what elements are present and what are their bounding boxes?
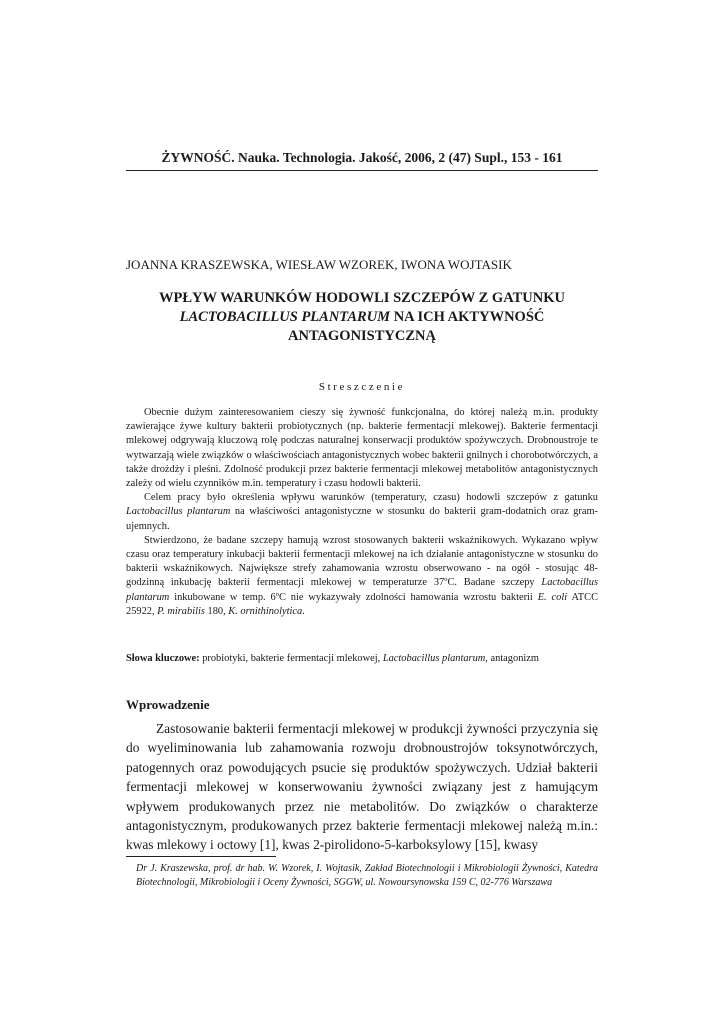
keywords <box>126 652 598 666</box>
abstract-p2-species: Lactobacillus plantarum <box>126 506 231 518</box>
abstract-p3-mirabilis: P. mirabilis <box>157 605 205 617</box>
intro-heading: Wprowadzenie <box>126 697 210 712</box>
title-line-2-rest: NA ICH AKTYWNOŚĆ <box>390 309 545 325</box>
abstract-p3-text-e: . <box>302 605 305 617</box>
article-authors: JOANNA KRASZEWSKA, WIESŁAW WZOREK, IWONA WOJTASIK <box>126 257 512 272</box>
abstract-p3-ornithinolytica: K. ornithinolytica <box>228 605 303 617</box>
keywords-text-b: , antagonizm <box>485 653 539 664</box>
abstract-body <box>126 406 598 619</box>
keywords-text-a: probiotyki, bakterie fermentacji mlekowej, <box>199 653 383 664</box>
author-affiliation-footnote: Dr J. Kraszewska, prof. dr hab. W. Wzorek, I. Wojtasik, Zakład Biotechnologii i Mikrobiologii Żywności, Katedra Biotechnologii, Mikrobiologii i Oceny Żywności, SGGW, ul. Nowoursynowska 159 C, 02-776 Warszawa <box>136 863 598 888</box>
footnote-divider <box>126 856 276 857</box>
keywords-label: Słowa kluczowe: <box>126 653 200 664</box>
intro-paragraph: Zastosowanie bakterii fermentacji mlekowej w produkcji żywności przyczynia się do wyeliminowania lub zahamowania rozwoju drobnoustrojów toksynotwórczych, patogennych oraz powodujących psucie się produktów spożywczych. Udział bakterii fermentacji mlekowej w konserwowaniu żywności związany jest z hamującym wpływem produkowanych przez nie metabolitów. Do związków o charakterze antagonistycznym, produkowanych przez bakterie fermentacji mlekowej należą m.in.: kwas mlekowy i octowy [1], kwas 2-pirolidono-5-karboksylowy [15], kwasy <box>126 721 598 853</box>
abstract-p3-text-a: Stwierdzono, że badane szczepy hamują wzrost stosowanych bakterii wskaźnikowych. Wykazano wpływ czasu oraz temperatury inkubacji bakterii fermentacji mlekowej na ich działanie antagonistyczne w stosunku do bakterii wskaźnikowych. Największe strefy zahamowania wzrostu obserwowano - na ogół - stosując 48-godzinną inkubację bakterii fermentacji mlekowej w temperaturze 37ºC. Badane szczepy <box>126 534 598 589</box>
abstract-p3-ecoli: E. coli <box>537 591 568 603</box>
header-divider <box>126 170 598 171</box>
abstract-p3-text-c: ATCC 25922, <box>126 591 599 617</box>
abstract-heading: Streszczenie <box>318 381 406 393</box>
title-line-1: WPŁYW WARUNKÓW HODOWLI SZCZEPÓW Z GATUNKU <box>159 290 565 306</box>
abstract-p3-species: Lactobacillus plantarum <box>126 577 598 603</box>
abstract-p2-text-a: Celem pracy było określenia wpływu warunków (temperatury, czasu) hodowli szczepów z gatunku <box>144 492 598 504</box>
abstract-paragraph-2 <box>126 491 598 534</box>
article-title <box>126 289 598 346</box>
abstract-p2-text-b: na właściwości antagonistyczne w stosunku do bakterii gram-dodatnich oraz gram-ujemnych. <box>126 506 598 532</box>
abstract-paragraph-3 <box>126 534 598 619</box>
abstract-p3-text-b: inkubowane w temp. 6ºC nie wykazywały zdolności hamowania wzrostu bakterii <box>169 591 538 603</box>
intro-body <box>126 719 598 855</box>
abstract-paragraph-1: Obecnie dużym zainteresowaniem cieszy się żywność funkcjonalna, do której należą m.in. produkty zawierające żywe kultury bakterii probiotycznych (np. bakterie fermentacji mlekowej). Bakterie fermentacji mlekowej odgrywają kluczową rolę podczas naturalnej konserwacji produktów spożywczych. Drobnoustroje te wytwarzają wiele związków o właściwościach antagonistycznych wobec bakterii gnilnych i chorobotwórczych, a także drożdży i pleśni. Zdolność produkcji przez bakterie fermentacji mlekowej metabolitów antagonistycznych zależy od wielu czynników m.in. temperatury i czasu hodowli bakterii. <box>126 407 598 490</box>
journal-header: ŻYWNOŚĆ. Nauka. Technologia. Jakość, 2006, 2 (47) Supl., 153 - 161 <box>161 150 563 165</box>
title-line-2 <box>126 308 598 327</box>
title-line-3: ANTAGONISTYCZNĄ <box>288 328 436 344</box>
title-species: LACTOBACILLUS PLANTARUM <box>179 309 391 325</box>
abstract-p3-text-d: 180, <box>204 605 229 617</box>
keywords-species: Lactobacillus plantarum <box>382 653 486 664</box>
